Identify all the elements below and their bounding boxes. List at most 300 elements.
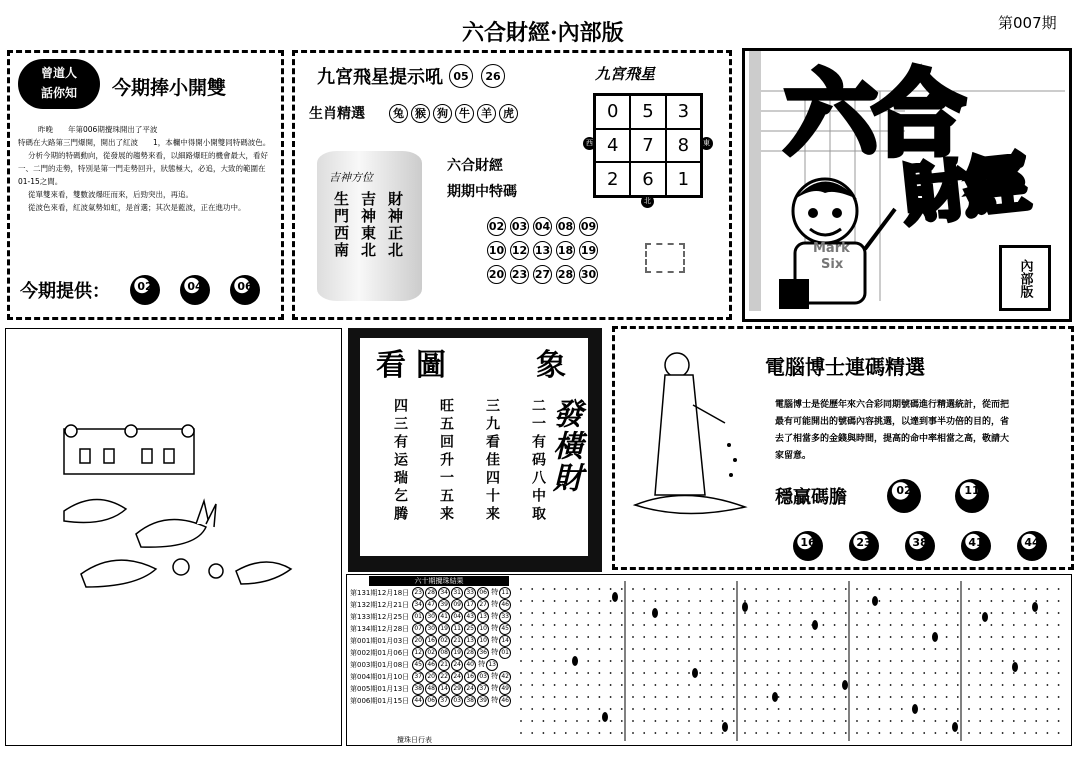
grid-dot <box>722 696 724 698</box>
nine-palace-title <box>317 63 505 89</box>
dir-west: 西 <box>583 137 596 150</box>
grid-dot <box>755 648 757 650</box>
special-number: 02 <box>487 217 506 236</box>
grid-cell: 1 <box>666 162 701 196</box>
grid-dot <box>587 600 589 602</box>
issue-cell: 第133期12月25日 <box>350 613 410 621</box>
grid-dot <box>621 660 623 662</box>
grid-dot <box>979 732 981 734</box>
grid-dot <box>1002 660 1004 662</box>
grid-cell: 5 <box>630 95 665 129</box>
grid-dot <box>733 684 735 686</box>
grid-dot <box>867 612 869 614</box>
grid-dot <box>1047 732 1049 734</box>
provide-row <box>20 275 260 305</box>
grid-dot <box>823 648 825 650</box>
grid-dot <box>935 612 937 614</box>
jar-column: 生門西南 <box>332 191 350 259</box>
badge-line2: 話你知 <box>40 86 77 100</box>
grid-dot <box>856 696 858 698</box>
mid-line1: 六合財經 <box>447 158 503 174</box>
grid-dot <box>699 636 701 638</box>
grid-dot <box>599 600 601 602</box>
grid-dot <box>643 732 645 734</box>
grid-dot <box>811 600 813 602</box>
history-table <box>349 587 512 707</box>
grid-dot <box>879 672 881 674</box>
grid-dot <box>711 624 713 626</box>
grid-dot <box>957 732 959 734</box>
grid-dot <box>621 708 623 710</box>
mid-line2: 期期中特碼 <box>447 184 517 200</box>
grid-dot <box>957 624 959 626</box>
grid-dot <box>867 660 869 662</box>
grid-dot <box>946 660 948 662</box>
table-row <box>349 647 512 659</box>
grid-dot <box>1058 600 1060 602</box>
grid-dot <box>543 696 545 698</box>
grid-dot <box>744 696 746 698</box>
grid-dot <box>1013 636 1015 638</box>
grid-dot <box>1013 672 1015 674</box>
picture-column: 二一有码八中取 <box>530 398 546 524</box>
grid-dot <box>587 708 589 710</box>
grid-dot <box>531 732 533 734</box>
grid-dot <box>834 660 836 662</box>
grid-dot <box>1024 612 1026 614</box>
history-ball: 10 <box>477 623 489 635</box>
history-ball: 04 <box>451 611 463 623</box>
intro-heading: 今期捧小開雙 <box>112 77 227 99</box>
history-ball: 41 <box>438 611 450 623</box>
history-ball: 16 <box>425 635 437 647</box>
special-marker: 特 <box>491 612 499 620</box>
grid-dot <box>755 696 757 698</box>
grid-dot <box>1013 612 1015 614</box>
title-number: 05 <box>449 64 473 88</box>
history-ball: 44 <box>412 695 424 707</box>
grid-dot <box>677 612 679 614</box>
issue-cell: 第004期01月10日 <box>350 673 410 681</box>
grid-dot <box>1024 636 1026 638</box>
grid-dot <box>879 708 881 710</box>
grid-dot <box>789 672 791 674</box>
grid-dot <box>823 624 825 626</box>
grid-dot <box>587 648 589 650</box>
grid-dot <box>946 612 948 614</box>
special-marker: 特 <box>491 624 499 632</box>
grid-dot <box>599 636 601 638</box>
grid-dot <box>655 720 657 722</box>
grid-dot <box>946 648 948 650</box>
grid-dot <box>834 648 836 650</box>
grid-dot <box>744 648 746 650</box>
page-title: 六合財經·內部版 <box>462 20 624 46</box>
dot-chart <box>515 577 1071 745</box>
grid-dot <box>767 732 769 734</box>
grid-dot <box>778 600 780 602</box>
grid-dot <box>643 624 645 626</box>
special-number: 20 <box>487 265 506 284</box>
jar <box>317 151 422 301</box>
grid-dot <box>845 612 847 614</box>
grid-dot <box>610 672 612 674</box>
history-ball: 37 <box>412 671 424 683</box>
provide-label: 今期提供 <box>20 281 92 302</box>
grid-dot <box>778 648 780 650</box>
grid-dot <box>543 672 545 674</box>
grid-dot <box>856 612 858 614</box>
grid-dot <box>879 684 881 686</box>
history-ball: 21 <box>438 659 450 671</box>
grid-dot <box>632 684 634 686</box>
grid-dot <box>901 720 903 722</box>
grid-dot <box>890 600 892 602</box>
grid-dot <box>856 708 858 710</box>
history-ball: 12 <box>412 647 424 659</box>
grid-dot <box>834 600 836 602</box>
grid-dot <box>834 636 836 638</box>
grid-dot <box>621 648 623 650</box>
table-row <box>349 611 512 623</box>
grid-dot <box>543 648 545 650</box>
grid-dot <box>632 720 634 722</box>
special-number: 09 <box>579 217 598 236</box>
special-ball: 42 <box>499 671 511 683</box>
grid-dot <box>610 660 612 662</box>
grid-dot <box>923 636 925 638</box>
grid-dot <box>823 600 825 602</box>
grid-dot <box>722 684 724 686</box>
grid-dot <box>520 600 522 602</box>
grid-dot <box>554 672 556 674</box>
history-ball: 21 <box>451 635 463 647</box>
grid-dot <box>800 600 802 602</box>
grid-dot <box>800 684 802 686</box>
grid-dot <box>901 648 903 650</box>
grid-dot <box>845 600 847 602</box>
grid-dot <box>1035 732 1037 734</box>
history-header: 六十期攪珠結果 <box>369 576 509 586</box>
grid-dot <box>565 696 567 698</box>
history-ball: 20 <box>412 635 424 647</box>
grid-dot <box>890 660 892 662</box>
grid-dot <box>968 732 970 734</box>
doctor-row-numbers <box>793 531 1047 561</box>
grid-dot <box>890 696 892 698</box>
grid-dot <box>610 720 612 722</box>
grid-dot <box>1058 660 1060 662</box>
grid-dot <box>879 612 881 614</box>
grid-dot <box>554 732 556 734</box>
grid-dot <box>800 672 802 674</box>
grid-dot <box>856 684 858 686</box>
grid-dot <box>867 588 869 590</box>
grid-dot <box>1047 612 1049 614</box>
hit-mark <box>872 596 878 606</box>
history-ball: 47 <box>425 599 437 611</box>
special-ball: 46 <box>499 695 511 707</box>
grid-dot <box>823 732 825 734</box>
grid-dot <box>655 672 657 674</box>
grid-dot <box>1058 696 1060 698</box>
history-ball: 33 <box>464 587 476 599</box>
grid-dot <box>543 612 545 614</box>
grid-dot <box>811 648 813 650</box>
grid-dot <box>1024 588 1026 590</box>
grid-dot <box>610 588 612 590</box>
grid-dot <box>733 696 735 698</box>
grid-dot <box>733 648 735 650</box>
badge-line1: 曾道人 <box>40 66 77 80</box>
grid-dot <box>733 588 735 590</box>
grid-dot <box>845 660 847 662</box>
row-number: 41 <box>961 531 991 561</box>
grid-dot <box>1002 708 1004 710</box>
grid-dot <box>1047 636 1049 638</box>
jar-column: 財神正北 <box>386 191 404 259</box>
grid-cell: 6 <box>630 162 665 196</box>
intro-paragraph: 昨晚 年第006期攪珠開出了平波 <box>38 125 173 134</box>
grid-dot <box>856 720 858 722</box>
grid-dot <box>968 600 970 602</box>
grid-dot <box>520 684 522 686</box>
grid-dot <box>767 696 769 698</box>
grid-dot <box>879 648 881 650</box>
grid-dot <box>722 660 724 662</box>
grid-dot <box>565 732 567 734</box>
grid-dot <box>767 672 769 674</box>
grid-dot <box>520 636 522 638</box>
grid-dot <box>823 588 825 590</box>
grid-dot <box>867 720 869 722</box>
grid-dot <box>621 636 623 638</box>
grid-dot <box>632 708 634 710</box>
grid-dot <box>699 588 701 590</box>
grid-dot <box>823 612 825 614</box>
grid-dot <box>632 648 634 650</box>
grid-dot <box>778 588 780 590</box>
grid-dot <box>811 696 813 698</box>
grid-dot <box>688 588 690 590</box>
hit-mark <box>612 592 618 602</box>
grid-dot <box>1047 684 1049 686</box>
picture-column: 旺五回升一五来 <box>438 398 454 524</box>
grid-dot <box>979 648 981 650</box>
grid-dot <box>643 696 645 698</box>
grid-dot <box>543 684 545 686</box>
grid-dot <box>968 720 970 722</box>
grid-dot <box>957 660 959 662</box>
grid-dot <box>789 624 791 626</box>
grid-dot <box>1013 600 1015 602</box>
grid-dot <box>890 720 892 722</box>
history-ball: 37 <box>477 683 489 695</box>
sage-illustration <box>625 345 755 525</box>
grid-dot <box>923 624 925 626</box>
grid-dot <box>912 696 914 698</box>
hit-mark <box>912 704 918 714</box>
grid-dot <box>845 732 847 734</box>
grid-dot <box>890 684 892 686</box>
grid-dot <box>744 672 746 674</box>
grid-dot <box>621 672 623 674</box>
special-ball: 49 <box>499 683 511 695</box>
grid-dot <box>867 636 869 638</box>
history-ball: 07 <box>412 623 424 635</box>
issue-cell: 第005期01月13日 <box>350 685 410 693</box>
grid-dot <box>621 600 623 602</box>
grid-dot <box>834 588 836 590</box>
grid-dot <box>576 612 578 614</box>
grid-dot <box>935 624 937 626</box>
history-ball: 19 <box>451 647 463 659</box>
grid-dot <box>722 624 724 626</box>
balls-cell <box>410 587 512 599</box>
grid-dot <box>677 636 679 638</box>
grid-dot <box>767 648 769 650</box>
sure-number: 11 <box>955 479 989 513</box>
grid-dot <box>565 720 567 722</box>
special-number: 23 <box>510 265 529 284</box>
grid-dot <box>1035 600 1037 602</box>
grid-dot <box>890 588 892 590</box>
grid-dot <box>711 648 713 650</box>
history-ball: 34 <box>438 587 450 599</box>
grid-dot <box>699 648 701 650</box>
special-ball: 46 <box>499 599 511 611</box>
grid-dot <box>554 684 556 686</box>
grid-dot <box>1002 612 1004 614</box>
grid-dot <box>1058 720 1060 722</box>
grid-dot <box>1013 648 1015 650</box>
grid-dot <box>957 684 959 686</box>
grid-dot <box>587 612 589 614</box>
grid-dot <box>755 732 757 734</box>
grid-dot <box>789 720 791 722</box>
grid-dot <box>991 684 993 686</box>
grid-dot <box>979 660 981 662</box>
grid-dot <box>587 684 589 686</box>
issue-cell: 第134期12月28日 <box>350 625 410 633</box>
nine-palace-panel <box>292 50 732 320</box>
grid-cell: 2 <box>595 162 630 196</box>
grid-dot <box>856 660 858 662</box>
special-marker: 特 <box>491 600 499 608</box>
grid-dot <box>778 720 780 722</box>
balls-cell <box>410 671 512 683</box>
grid-cell: 0 <box>595 95 630 129</box>
history-ball: 28 <box>464 647 476 659</box>
history-ball: 39 <box>438 599 450 611</box>
history-ball: 02 <box>438 635 450 647</box>
grid-dot <box>610 684 612 686</box>
zodiac-row <box>309 103 518 123</box>
grid-dot <box>1013 708 1015 710</box>
grid-dot <box>688 720 690 722</box>
hit-mark <box>572 656 578 666</box>
grid-dot <box>1013 684 1015 686</box>
grid-dot <box>587 636 589 638</box>
grid-dot <box>935 660 937 662</box>
grid-dot <box>1047 672 1049 674</box>
grid-dot <box>1047 708 1049 710</box>
grid-dot <box>677 720 679 722</box>
grid-dot <box>912 612 914 614</box>
grid-dot <box>621 720 623 722</box>
grid-dot <box>1013 720 1015 722</box>
grid-dot <box>666 720 668 722</box>
grid-dot <box>901 588 903 590</box>
grid-dot <box>599 588 601 590</box>
grid-dot <box>867 672 869 674</box>
grid-dot <box>554 612 556 614</box>
grid-dot <box>968 696 970 698</box>
grid-dot <box>789 648 791 650</box>
grid-dot <box>800 636 802 638</box>
history-ball: 27 <box>477 599 489 611</box>
grid-dot <box>699 696 701 698</box>
grid-dot <box>901 600 903 602</box>
issue-cell: 第006期01月15日 <box>350 697 410 705</box>
grid-dot <box>677 732 679 734</box>
grid-dot <box>867 600 869 602</box>
special-marker: 特 <box>491 684 499 692</box>
grid-dot <box>778 708 780 710</box>
provide-number: 02 <box>130 275 160 305</box>
grid-dot <box>632 672 634 674</box>
row-number: 38 <box>905 531 935 561</box>
special-number: 19 <box>579 241 598 260</box>
grid-dot <box>576 720 578 722</box>
hit-mark <box>842 680 848 690</box>
grid-dot <box>968 648 970 650</box>
grid-dot <box>744 732 746 734</box>
grid-dot <box>935 732 937 734</box>
grid-dot <box>621 612 623 614</box>
grid-dot <box>632 660 634 662</box>
grid-dot <box>890 648 892 650</box>
grid-dot <box>587 588 589 590</box>
grid-dot <box>576 648 578 650</box>
grid-dot <box>722 708 724 710</box>
issue-number: 第007期 <box>998 14 1057 32</box>
grid-dot <box>1047 648 1049 650</box>
history-ball: 20 <box>425 671 437 683</box>
grid-dot <box>554 624 556 626</box>
grid-dot <box>733 672 735 674</box>
grid-dot <box>901 732 903 734</box>
balls-cell <box>410 623 512 635</box>
grid-dot <box>610 732 612 734</box>
grid-dot <box>767 588 769 590</box>
logo-big1: 六合 <box>785 61 962 168</box>
balls-cell <box>410 599 512 611</box>
grid-dot <box>565 684 567 686</box>
grid-dot <box>845 636 847 638</box>
grid-dot <box>935 720 937 722</box>
grid-dot <box>957 600 959 602</box>
grid-dot <box>599 624 601 626</box>
grid-dot <box>699 624 701 626</box>
grid-dot <box>576 732 578 734</box>
grid-dot <box>643 684 645 686</box>
grid-dot <box>554 696 556 698</box>
grid-dot <box>935 600 937 602</box>
grid-dot <box>811 660 813 662</box>
grid-dot <box>1035 648 1037 650</box>
grid-dot <box>520 672 522 674</box>
